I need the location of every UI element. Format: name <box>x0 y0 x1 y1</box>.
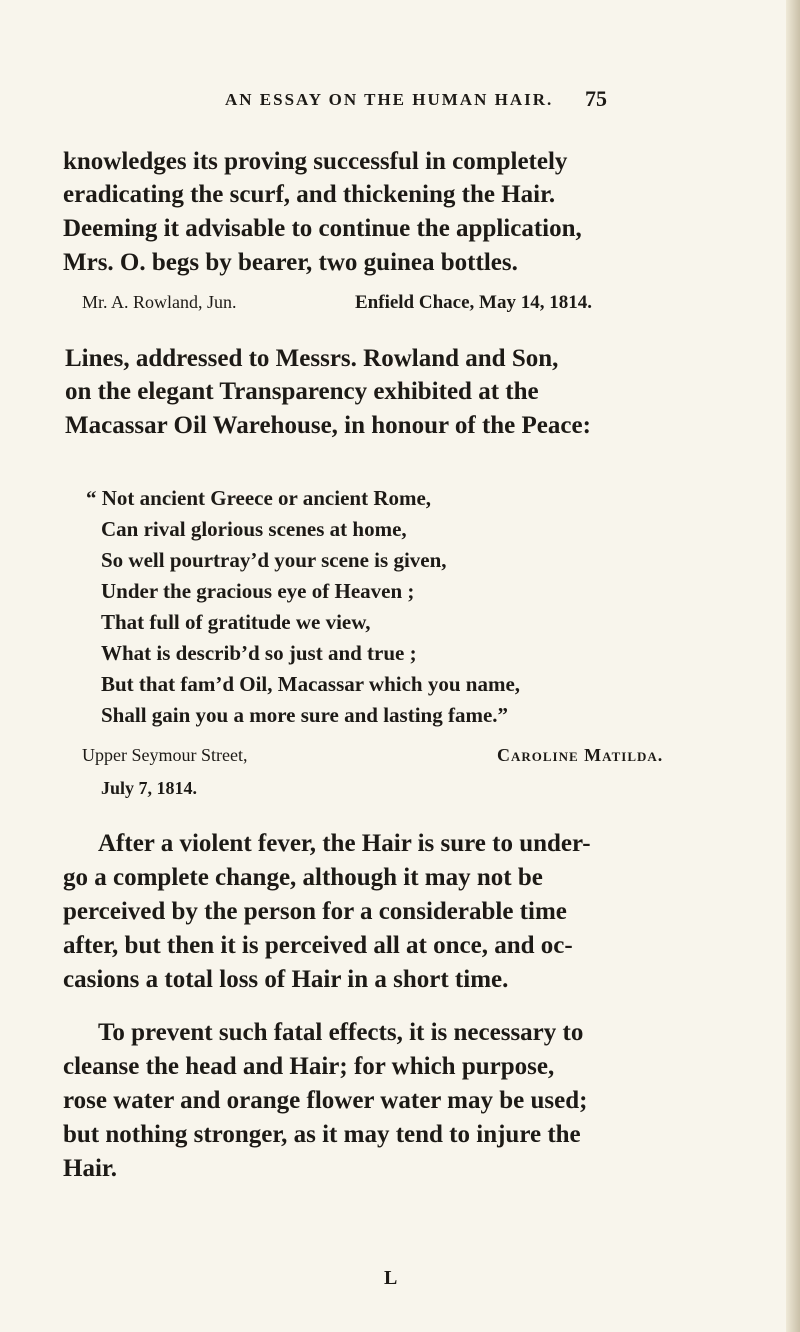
page-header <box>0 88 800 118</box>
text-line: perceived by the person for a considerable time <box>63 898 567 925</box>
poem-line: So well pourtray’d your scene is given, <box>101 548 447 572</box>
signature-author: Caroline Matilda. <box>497 745 664 765</box>
signature-address: Upper Seymour Street, <box>82 745 248 765</box>
heading-line: on the elegant Transparency exhibited at the <box>65 378 539 405</box>
text-line: but nothing stronger, as it may tend to injure the <box>63 1121 581 1148</box>
text-line: after, but then it is perceived all at once, and oc- <box>63 932 573 959</box>
poem-line: But that fam’d Oil, Macassar which you name, <box>101 672 521 696</box>
running-head: AN ESSAY ON THE HUMAN HAIR. <box>225 90 554 109</box>
signature-recipient: Mr. A. Rowland, Jun. <box>82 292 237 312</box>
poem-line: What is describ’d so just and true ; <box>101 641 417 665</box>
text-line: To prevent such fatal effects, it is necessary to <box>98 1019 584 1046</box>
text-line: go a complete change, although it may not be <box>63 864 543 891</box>
poem-line: “ Not ancient Greece or ancient Rome, <box>86 486 432 510</box>
poem-line: That full of gratitude we view, <box>101 610 371 634</box>
catchword: L <box>384 1267 398 1289</box>
poem-line: Under the gracious eye of Heaven ; <box>101 579 415 603</box>
text-line: Mrs. O. begs by bearer, two guinea bottles. <box>63 249 518 276</box>
text-line: cleanse the head and Hair; for which purpose, <box>63 1053 555 1080</box>
poem-line: Shall gain you a more sure and lasting fame.” <box>101 703 509 727</box>
heading-line: Lines, addressed to Messrs. Rowland and Son, <box>65 345 559 372</box>
page-edge <box>786 0 800 1332</box>
text-line: Deeming it advisable to continue the application, <box>63 215 582 242</box>
poem-line: Can rival glorious scenes at home, <box>101 517 407 541</box>
text-line: Hair. <box>63 1155 117 1182</box>
text-line: After a violent fever, the Hair is sure to under- <box>98 830 591 857</box>
signature-place-date: Enfield Chace, May 14, 1814. <box>355 292 592 313</box>
page-number: 75 <box>585 86 607 111</box>
text-line: rose water and orange flower water may be used; <box>63 1087 588 1114</box>
text-line: eradicating the scurf, and thickening the Hair. <box>63 181 556 208</box>
signature-date: July 7, 1814. <box>101 778 198 798</box>
text-line: casions a total loss of Hair in a short time. <box>63 966 509 993</box>
heading-line: Macassar Oil Warehouse, in honour of the Peace: <box>65 412 591 439</box>
text-line: knowledges its proving successful in completely <box>63 148 568 175</box>
